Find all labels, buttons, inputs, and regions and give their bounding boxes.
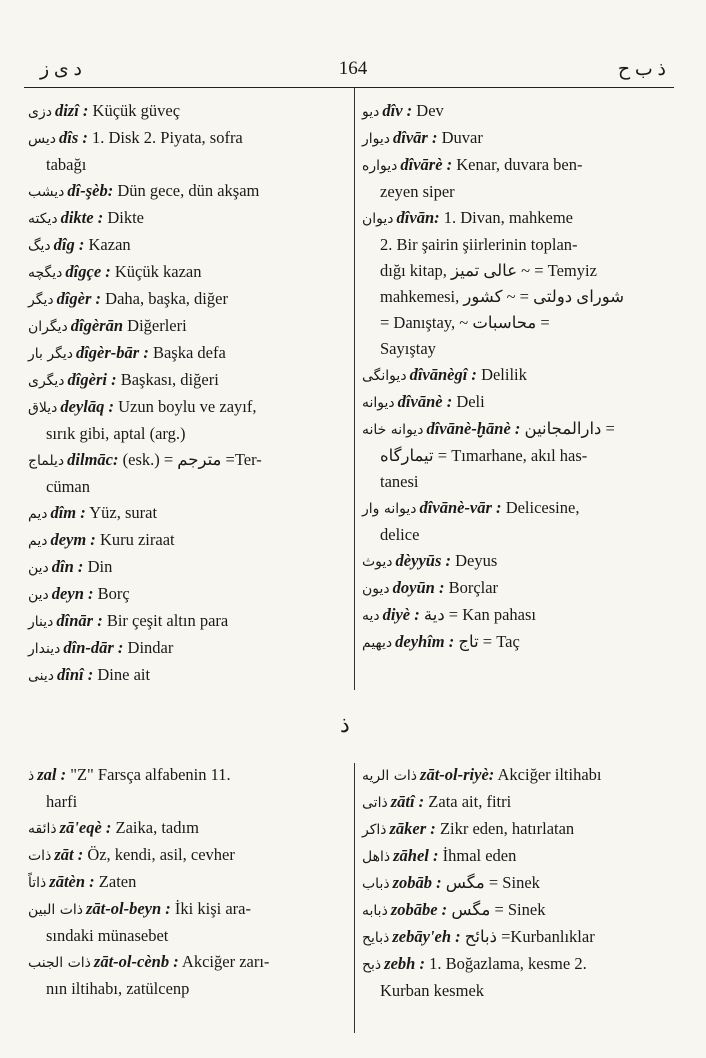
definition: 1. Boğazlama, kesme 2. [429,954,587,973]
transliteration: zāt : [54,845,84,864]
transliteration: dîv : [382,101,413,120]
arabic-headword: ذبح [362,957,382,973]
arabic-headword: ذاتاً [28,875,47,891]
arabic-headword: دیو [362,104,380,120]
dictionary-entry [28,178,340,205]
definition: Kenar, duvara ben- [456,155,583,174]
dictionary-entry [28,340,340,367]
dictionary-entry [28,500,340,527]
definition: Deyus [455,551,498,570]
definition: Zikr eden, hatırlatan [439,819,575,838]
definition: Küçük güveç [92,101,181,120]
definition: 1. Disk 2. Piyata, sofra [91,128,243,147]
transliteration: dizî : [54,101,89,120]
section-letter: ذ [340,712,350,737]
dictionary-entry [28,259,340,286]
dictionary-entry [28,815,340,842]
dictionary-entry [362,362,672,389]
definition: تاج = Taç [458,632,520,651]
definition: Delicesine, [505,498,580,517]
transliteration: dîvānè-vār : [419,498,502,517]
arabic-headword: دیگری [28,373,65,389]
arabic-headword: دیگران [28,319,68,335]
arabic-headword: دیوانه [362,395,395,411]
page-header [0,58,706,88]
arabic-headword: دیوان [362,211,394,227]
arabic-headword: ذاهل [362,849,391,865]
arabic-headword: دیون [362,581,390,597]
arabic-headword: دیگر [28,292,54,308]
definition: Öz, kendi, asil, cevher [87,845,235,864]
arabic-headword: دینی [28,668,55,684]
header-right-letters: ذ ب ح [617,59,666,80]
dictionary-entry [362,924,672,951]
arabic-headword: ذات الجنب [28,955,91,971]
dictionary-entry [28,367,340,394]
transliteration: dîg : [53,235,85,254]
top-left-column [28,98,340,689]
arabic-headword: ذائقه [28,821,57,837]
dictionary-entry [362,416,672,469]
definition-continuation: cüman [46,477,90,496]
arabic-headword: دیگر بار [28,346,73,362]
definition-continuation: harfi [46,792,78,811]
transliteration: zātèn : [49,872,95,891]
arabic-headword: دیشب [28,184,65,200]
transliteration: dîvār : [393,128,438,147]
arabic-headword: دزی [28,104,52,120]
definition-continuation: تیمارگاه = Tımarhane, akıl has- [380,446,588,465]
header-rule [24,87,674,88]
transliteration: deym : [50,530,96,549]
arabic-headword: دین [28,587,49,603]
definition: = Danıştay, ~ محاسبات = [380,313,550,332]
dictionary-entry [362,389,672,416]
transliteration: zāhel : [393,846,439,865]
definition: Din [87,557,113,576]
dictionary-entry [28,869,340,896]
header-left-letters: د ی ز [40,59,83,80]
definition: (esk.) = مترجم =Ter- [122,450,262,469]
arabic-headword: دیوار [362,131,391,147]
definition: Yüz, surat [89,503,158,522]
dictionary-entry [362,469,672,495]
dictionary-entry [362,951,672,1004]
arabic-headword: ذبایح [362,930,390,946]
dictionary-entry [362,152,672,205]
definition: Uzun boylu ve zayıf, [118,397,257,416]
definition: tanesi [380,472,419,491]
arabic-headword: ذبابه [362,903,388,919]
dictionary-entry [28,394,340,447]
transliteration: zāt-ol-beyn : [86,899,171,918]
definition: Borç [97,584,130,603]
arabic-headword: ذباب [362,876,390,892]
definition: Başkası, diğeri [120,370,219,389]
definition: Kazan [88,235,131,254]
transliteration: dîs : [58,128,88,147]
transliteration: dîn-dār : [63,638,124,657]
arabic-headword: دیهیم [362,635,393,651]
definition: Akciğer zarı- [181,952,270,971]
definition: Duvar [441,128,483,147]
transliteration: dîm : [50,503,86,522]
definition: "Z" Farsça alfabenin 11. [70,765,231,784]
transliteration: dînî : [57,665,94,684]
definition: Dev [416,101,444,120]
dictionary-entry [362,125,672,152]
dictionary-entry [28,662,340,689]
bottom-left-column [28,762,340,1002]
definition: Zaika, tadım [115,818,199,837]
arabic-headword: ذات [28,848,52,864]
definition: Zata ait, fitri [428,792,512,811]
transliteration: zātî : [390,792,425,811]
transliteration: zāker : [389,819,436,838]
transliteration: dîvārè : [400,155,453,174]
definition: mahkemesi, شورای دولتی = ~ کشور [380,287,625,306]
definition: Deli [456,392,485,411]
dictionary-entry [28,205,340,232]
dictionary-entry [28,608,340,635]
arabic-headword: دیوث [362,554,393,570]
definition: Dün gece, dün akşam [117,181,260,200]
definition: دارالمجانین = [524,419,615,438]
dictionary-entry [362,284,672,310]
transliteration: dîgèr : [56,289,102,308]
dictionary-entry [28,896,340,949]
dictionary-entry [362,789,672,816]
definition: Başka defa [152,343,226,362]
arabic-headword: دیلماج [28,453,65,469]
arabic-headword: دینار [28,614,54,630]
transliteration: dikte : [60,208,104,227]
definition: Daha, başka, diğer [105,289,228,308]
dictionary-entry [28,581,340,608]
definition: İki kişi ara- [174,899,251,918]
definition-continuation: sındaki münasebet [46,926,169,945]
definition-continuation: Kurban kesmek [380,981,485,1000]
dictionary-entry [362,336,672,362]
arabic-headword: دیوانگی [362,368,407,384]
arabic-headword: دین [28,560,49,576]
dictionary-entry [362,258,672,284]
arabic-headword: ذات الریه [362,768,418,784]
arabic-headword: دیلاق [28,400,58,416]
definition: Zaten [98,872,137,891]
transliteration: zebāy'eh : [392,927,461,946]
definition-continuation: zeyen siper [380,182,455,201]
dictionary-entry [362,843,672,870]
dictionary-entry [362,816,672,843]
dictionary-entry [362,602,672,629]
bottom-right-column [362,762,672,1004]
transliteration: zobābe : [390,900,448,919]
dictionary-entry [362,575,672,602]
arabic-headword: دیگچه [28,265,63,281]
arabic-headword: دیوانه خانه [362,422,424,438]
transliteration: dîvānègî : [409,365,477,384]
arabic-headword: دیم [28,533,48,549]
definition: Dindar [127,638,174,657]
definition-continuation: nın iltihabı, zatülcenp [46,979,190,998]
dictionary-entry [28,527,340,554]
definition: Akciğer iltihabı [497,765,602,784]
dictionary-entry [28,125,340,178]
transliteration: zobāb : [392,873,442,892]
transliteration: dînār : [56,611,103,630]
definition-continuation: tabağı [46,155,87,174]
transliteration: dîgèr-bār : [75,343,149,362]
transliteration: dîgèri : [67,370,117,389]
definition-continuation: 2. Bir şairin şiirlerinin toplan- [380,235,578,254]
dictionary-entry [362,629,672,656]
arabic-headword: ذاتی [362,795,388,811]
dictionary-entry [362,495,672,548]
arabic-headword: دیوانه وار [362,501,417,517]
dictionary-entry [28,842,340,869]
dictionary-entry [362,897,672,924]
transliteration: deyn : [51,584,94,603]
definition: İhmal eden [442,846,517,865]
transliteration: dî-şèb: [67,181,114,200]
arabic-headword: دیگ [28,238,51,254]
definition: dığı kitap, عالی تمیز ~ = Temyiz [380,261,597,280]
definition: دیة = Kan pahası [423,605,536,624]
transliteration: dèyyūs : [395,551,451,570]
transliteration: zebh : [384,954,425,973]
dictionary-entry [362,870,672,897]
transliteration: deyhîm : [395,632,455,651]
arabic-headword: دیه [362,608,380,624]
dictionary-entry [28,554,340,581]
transliteration: deylāq : [60,397,114,416]
arabic-headword: دیم [28,506,48,522]
definition: Diğerleri [127,316,187,335]
arabic-headword: ذات البین [28,902,84,918]
dictionary-entry [28,313,340,340]
definition: Küçük kazan [114,262,202,281]
dictionary-entry [362,762,672,789]
transliteration: dîn : [51,557,84,576]
dictionary-entry [362,548,672,575]
transliteration: zā'eqè : [59,818,112,837]
arabic-headword: دیس [28,131,56,147]
arabic-headword: ذاکر [362,822,387,838]
column-divider-top [354,88,355,690]
definition: مگس = Sinek [451,900,546,919]
definition: مگس = Sinek [445,873,540,892]
transliteration: dîvānè-ḫānè : [426,419,521,438]
transliteration: dîvānè : [397,392,453,411]
definition: Borçlar [448,578,499,597]
top-right-column [362,98,672,656]
definition: Sayıştay [380,339,436,358]
definition: Delilik [481,365,527,384]
definition: Dikte [107,208,145,227]
transliteration: diyè : [382,605,420,624]
definition-continuation: sırık gibi, aptal (arg.) [46,424,186,443]
arabic-headword: دیکته [28,211,58,227]
definition: Bir çeşit altın para [106,611,229,630]
dictionary-entry [28,762,340,815]
definition: ذبائح =Kurbanlıklar [464,927,595,946]
arabic-headword: دیندار [28,641,61,657]
transliteration: dîvān: [396,208,440,227]
dictionary-entry [28,232,340,259]
page-number: 164 [338,58,368,79]
transliteration: zal : [37,765,67,784]
transliteration: dîgçe : [65,262,111,281]
definition: Dine ait [97,665,151,684]
arabic-headword: ذ [28,768,35,784]
dictionary-entry [362,98,672,125]
dictionary-entry [28,286,340,313]
dictionary-entry [362,310,672,336]
transliteration: dilmāc: [67,450,119,469]
dictionary-entry [28,447,340,500]
transliteration: dîgèrān [70,316,124,335]
definition-continuation: delice [380,525,420,544]
transliteration: zāt-ol-riyè: [420,765,495,784]
column-divider-bottom [354,763,355,1033]
dictionary-entry [28,949,340,1002]
dictionary-entry [362,205,672,258]
transliteration: zāt-ol-cènb : [93,952,179,971]
arabic-headword: دیواره [362,158,398,174]
definition: Kuru ziraat [99,530,175,549]
transliteration: doyūn : [392,578,445,597]
dictionary-entry [28,635,340,662]
dictionary-entry [28,98,340,125]
definition: 1. Divan, mahkeme [443,208,573,227]
